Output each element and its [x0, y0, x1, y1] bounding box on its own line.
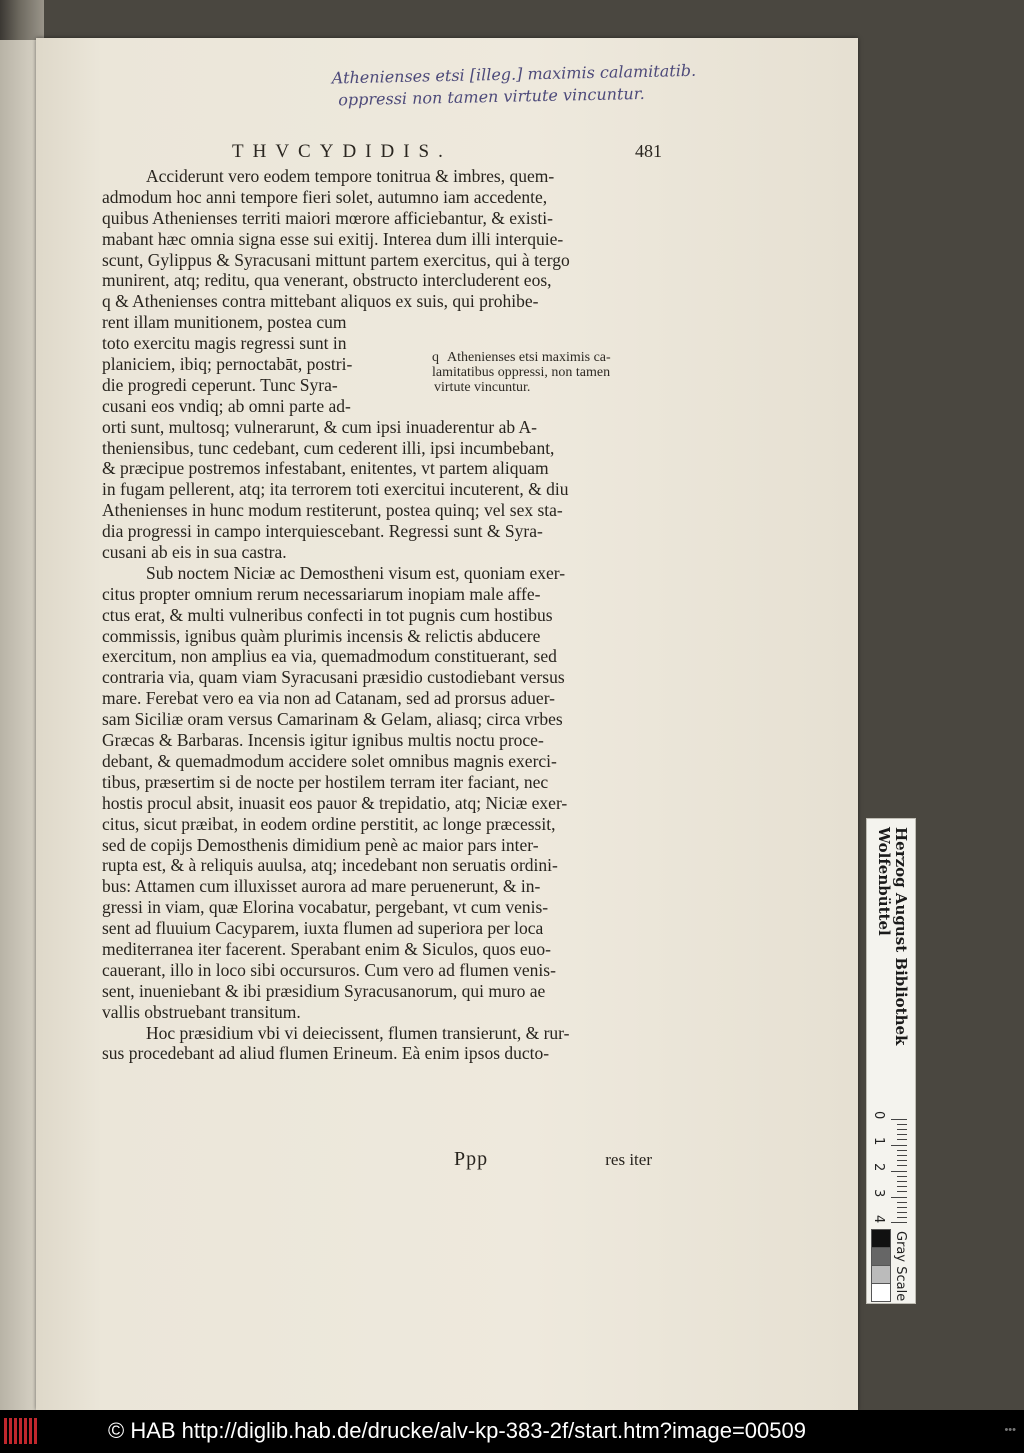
gray-swatch — [871, 1247, 891, 1265]
catchword: res iter — [605, 1150, 652, 1169]
tick-label: 3 — [871, 1189, 886, 1198]
gray-swatch — [871, 1229, 891, 1247]
signature-mark: Ppp — [454, 1148, 489, 1170]
ruler-tick — [891, 1145, 907, 1146]
note-line: Athenienses etsi maximis ca- — [447, 350, 611, 365]
ruler-tick — [897, 1181, 907, 1182]
text-line: Græcas & Barbaras. Incensis igitur ignibus multis noctu proce- — [102, 730, 544, 751]
text-line: contraria via, quam viam Syracusani præsidio custodiebant versus — [102, 667, 565, 688]
text-line: cauerant, illo in loco sibi occursuros. Cum vero ad flumen venis- — [102, 959, 556, 980]
ruler-tick — [897, 1139, 907, 1140]
text-line: die progredi ceperunt. Tunc Syra- — [102, 374, 338, 395]
text-line: citus, sicut præibat, in eodem ordine perstitit, ac longe præcessit, — [102, 813, 556, 834]
running-title: THVCYDIDIS. — [232, 141, 452, 162]
text-line: commissis, ignibus quàm plurimis incensis & relictis abducere — [102, 625, 541, 646]
text-line: Acciderunt vero eodem tempore tonitrua & imbres, quem- — [146, 166, 555, 186]
text-line: debant, & quemadmodum accidere solet omnibus magnis exerci- — [102, 750, 557, 771]
ruler-tick — [897, 1176, 907, 1177]
ruler-title — [873, 827, 909, 1097]
text-line: citus propter omnium rerum necessariarum inopiam male affe- — [102, 583, 541, 604]
text-line: cusani ab eis in sua castra. — [102, 542, 287, 563]
gray-swatch — [871, 1265, 891, 1283]
ruler-tick — [897, 1155, 907, 1156]
text-line: & præcipue postremos infestabant, enitentes, vt partem aliquam — [102, 458, 549, 479]
tick-label: 0 — [871, 1111, 886, 1120]
text-line: in fugam pellerent, atq; ita terrorem toti exercitui incuterent, & diu — [102, 479, 569, 500]
text-line: sent ad fluuium Cacyparem, iuxta flumen ad superiora per loca — [102, 918, 544, 939]
text-line: quibus Athenienses territi maiori mœrore afficiebantur, & existi- — [102, 207, 553, 228]
gray-scale-swatches — [871, 1229, 891, 1297]
note-mark: q — [432, 350, 439, 365]
ruler-tick — [897, 1212, 907, 1213]
note-line: lamitatibus oppressi, non tamen — [432, 365, 611, 380]
tick-label: 1 — [871, 1137, 886, 1146]
ruler-tick — [891, 1119, 907, 1120]
ruler-tick — [897, 1202, 907, 1203]
text-line: exercitum, non amplius ea via, quemadmodum constituerant, sed — [102, 646, 557, 667]
text-line: tibus, præsertim si de nocte per hostilem terram iter faciant, nec — [102, 771, 549, 792]
text-line: ctus erat, & multi vulneribus confecti in tot pugnis cum hostibus — [102, 604, 553, 625]
tick-label: 2 — [871, 1163, 886, 1172]
adjacent-page-edge — [0, 40, 40, 1410]
text-line: hostis procul absit, inuasit eos pauor & trepidatio, atq; Niciæ exer- — [102, 792, 568, 813]
text-line: rupta est, & à reliquis auulsa, atq; incedebant non seruatis ordini- — [102, 855, 558, 876]
text-line: gressi in viam, quæ Elorina vocabatur, pergebant, vt cum venis- — [102, 897, 549, 918]
gray-swatch — [871, 1283, 891, 1302]
ruler-tick — [897, 1124, 907, 1125]
text-line: sam Siciliæ oram versus Camarinam & Gelam, aliasq; circa vrbes — [102, 709, 563, 730]
tick-label: 4 — [871, 1215, 886, 1224]
text-line: cusani eos vndiq; ab omni parte ad- — [102, 395, 351, 416]
attribution-bar — [0, 1410, 1024, 1453]
ruler-tick — [891, 1171, 907, 1172]
ruler-tick — [897, 1165, 907, 1166]
text-line: Sub noctem Niciæ ac Demostheni visum est, quoniam exer- — [146, 562, 566, 583]
handwriting-line: Athenienses etsi [illeg.] maximis calamitatib. — [331, 60, 697, 88]
hab-logo-icon — [4, 1418, 44, 1444]
ruler-tick — [897, 1186, 907, 1187]
text-line: theniensibus, tunc cedebant, cum cederent illi, ipsi incumbebant, — [102, 437, 555, 458]
text-line: mare. Ferebat vero ea via non ad Catanam, sed ad prorsus aduer- — [102, 688, 556, 709]
ruler-tick — [897, 1217, 907, 1218]
ruler-tick — [891, 1222, 907, 1223]
ruler-tick — [897, 1134, 907, 1135]
text-line: munirent, atq; reditu, qua venerant, obstructo intercluderent eos, — [102, 270, 552, 291]
running-header — [232, 141, 662, 169]
text-line: admodum hoc anni tempore fieri solet, autumno iam accedente, — [102, 186, 548, 207]
ruler-ticks — [867, 1111, 915, 1224]
text-line: sent, inueniebant & ibi præsidium Syracusanorum, qui muro ae — [102, 980, 546, 1001]
text-line: sed de copijs Demosthenis dimidium penè ac maior pars inter- — [102, 834, 539, 855]
handwriting-line: oppressi non tamen virtute vincuntur. — [338, 83, 645, 110]
text-line: Athenienses in hunc modum restiterunt, postea quinq; vel sex sta- — [102, 500, 563, 521]
text-line: mediterranea iter facerent. Sperabant enim & Siculos, quos euo- — [102, 938, 552, 959]
text-line: vallis obstruebant transitum. — [102, 1001, 301, 1022]
text-line: rent illam munitionem, postea cum — [102, 312, 347, 333]
ruler-tick — [897, 1160, 907, 1161]
gray-scale-label: Gray Scale — [893, 1231, 908, 1302]
ruler-tick — [897, 1129, 907, 1130]
dots-icon: ••• — [1004, 1424, 1016, 1436]
ruler-title-line: Herzog August Bibliothek — [892, 827, 910, 1046]
attribution-text[interactable]: © HAB http://diglib.hab.de/drucke/alv-kp-383-2f/start.htm?image=00509 — [108, 1418, 806, 1443]
text-line: Hoc præsidium vbi vi deiecissent, flumen transierunt, & rur- — [146, 1022, 570, 1043]
text-line: planiciem, ibiq; pernoctabāt, postri- — [102, 354, 353, 375]
note-line: virtute vincuntur. — [434, 380, 531, 395]
text-line: scunt, Gylippus & Syracusani mittunt partem exercitus, qui à tergo — [102, 249, 570, 270]
ruler-tick — [897, 1191, 907, 1192]
text-line: mabant hæc omnia signa esse sui exitij. Interea dum illi interquie- — [102, 228, 564, 249]
page-footer — [102, 1148, 654, 1172]
text-line: dia progressi in campo interquiescebant. Regressi sunt & Syra- — [102, 521, 543, 542]
ruler-tick — [897, 1150, 907, 1151]
ruler-tick — [891, 1197, 907, 1198]
text-line: sus procedebant ad aliud flumen Erineum. Eà enim ipsos ducto- — [102, 1043, 550, 1064]
page-number: 481 — [635, 141, 662, 161]
marginal-note — [432, 350, 654, 395]
text-line: q & Athenienses contra mittebant aliquos ex suis, qui prohibe- — [102, 291, 539, 312]
ruler-tick — [897, 1207, 907, 1208]
text-line: toto exercitu magis regressi sunt in — [102, 333, 347, 354]
library-scale-ruler — [866, 818, 916, 1304]
text-line: bus: Attamen cum illuxisset aurora ad mare peruenerunt, & in- — [102, 876, 541, 897]
main-text — [102, 166, 654, 1064]
text-line: orti sunt, multosq; vulnerarunt, & cum ipsi inuaderentur ab A- — [102, 416, 537, 437]
ruler-title-line: Wolfenbüttel — [875, 827, 893, 936]
